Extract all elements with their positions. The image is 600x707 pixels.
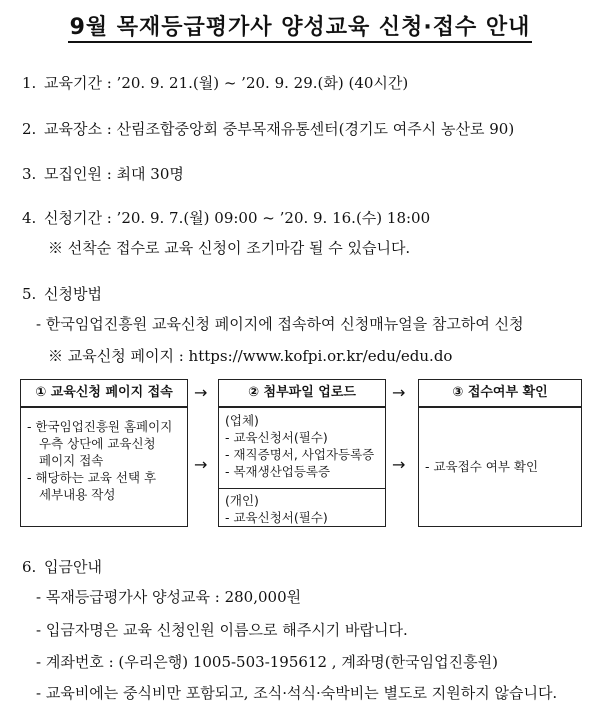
arrow-icon: → (194, 383, 208, 402)
arrow-icon: → (392, 455, 406, 474)
step2-indiv-label: (개인) (225, 493, 259, 508)
item-period: 1. 교육기간 : ’20. 9. 21.(월) ~ ’20. 9. 29.(화) (40시간) (22, 74, 409, 92)
step1-line: 페이지 접속 (39, 453, 104, 468)
apply-page-url: ※ 교육신청 페이지 : https://www.kofpi.or.kr/edu/edu.do (48, 347, 453, 365)
payment-line: - 입금자명은 교육 신청인원 이름으로 해주시기 바랍니다. (36, 621, 408, 639)
step3-title: ③ 접수여부 확인 (418, 379, 582, 407)
item-location: 2. 교육장소 : 산림조합중앙회 중부목재유통센터(경기도 여주시 농산로 90) (22, 120, 515, 138)
arrow-icon: → (194, 455, 208, 474)
arrow-icon: → (392, 383, 406, 402)
step2-line: - 목재생산업등록증 (225, 464, 331, 479)
step2-line: - 교육신청서(필수) (225, 430, 328, 445)
step1-line: 우측 상단에 교육신청 (39, 436, 156, 451)
step1-line: - 해당하는 교육 선택 후 (27, 470, 157, 485)
payment-line: - 교육비에는 중식비만 포함되고, 조식·석식·숙박비는 별도로 지원하지 않습니다. (36, 684, 558, 702)
page-title: 9월 목재등급평가사 양성교육 신청·접수 안내 (0, 10, 600, 41)
step2-divider (219, 488, 385, 489)
payment-line: - 목재등급평가사 양성교육 : 280,000원 (36, 588, 302, 606)
note-first-come: ※ 선착순 접수로 교육 신청이 조기마감 될 수 있습니다. (48, 239, 411, 257)
step2-corp-label: (업체) (225, 413, 259, 428)
step1-line: - 한국임업진흥원 홈페이지 (27, 419, 173, 434)
step1-box (20, 407, 188, 527)
step3-box (418, 407, 582, 527)
item-capacity: 3. 모집인원 : 최대 30명 (22, 165, 184, 183)
step2-box (218, 407, 386, 527)
step2-line: - 교육신청서(필수) (225, 510, 328, 525)
step1-line: 세부내용 작성 (39, 487, 116, 502)
apply-method-desc: - 한국임업진흥원 교육신청 페이지에 접속하여 신청매뉴얼을 참고하여 신청 (36, 315, 524, 333)
step3-line: - 교육접수 여부 확인 (425, 459, 539, 474)
step2-line: - 재직증명서, 사업자등록증 (225, 447, 375, 462)
item-apply-period: 4. 신청기간 : ’20. 9. 7.(월) 09:00 ~ ’20. 9. 16.(수) 18:00 (22, 209, 431, 227)
step1-title: ① 교육신청 페이지 접속 (20, 379, 188, 407)
item-payment: 6. 입금안내 (22, 558, 102, 576)
item-apply-method: 5. 신청방법 (22, 285, 102, 303)
step2-title: ② 첨부파일 업로드 (218, 379, 386, 407)
payment-line: - 계좌번호 : (우리은행) 1005-503-195612 , 계좌명(한국임업진흥원) (36, 653, 498, 671)
